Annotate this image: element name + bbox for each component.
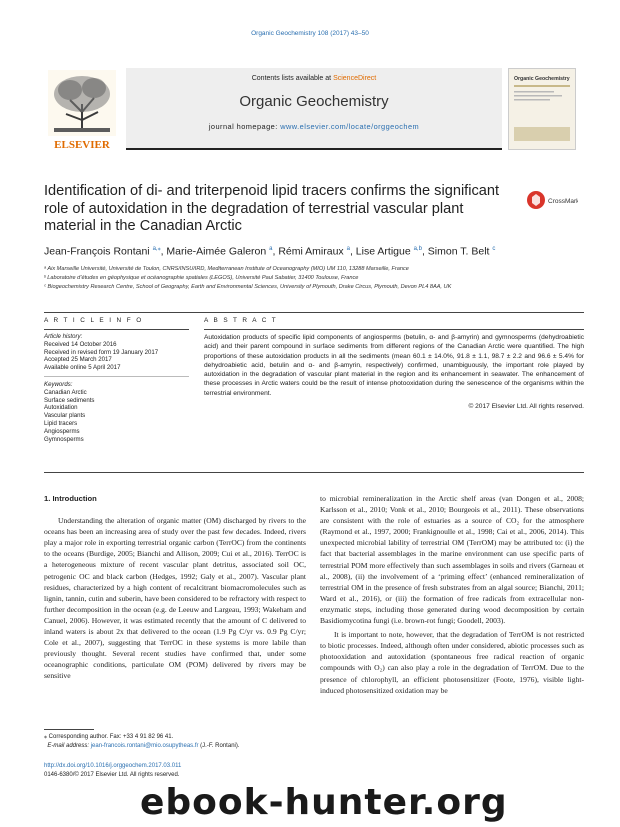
journal-title: Organic Geochemistry bbox=[239, 93, 389, 110]
body-paragraph: to microbial remineralization in the Arctic shelf areas (van Dongen et al., 2008; Karlsson et al., 2010; Vonk et al., 2010; Bourgeois et al., 2011). These observations are consistent with the role of estuaries as a source of CO₂ for the atmosphere (Raymond et al., 1997, 2000; Frankignoulle et al., 1998; Cai et al., 2006, 2014). This unexpected microbial lability of terrestrial OM (TerrOM) may be attributed to: (i) the fact that bacterial assemblages in the marine environment can use specific parts of terrestrial POM more effectively than such assemblages in soils and rivers (Garneau et al., 2008), (ii) the involvement of a ‘priming effect’ (enhanced remineralization of terrestrial OM in the presence of fresh substrates from an algal source; Bianchi, 2011; Ward et al., 2016), or (iii) the formation of free radicals from extracellular non-enzymatic steps, including those generated during wood decomposition by certain Basidiomycotina fungi (i.e. brown-rot fungi; Goodell, 2003). bbox=[320, 494, 584, 626]
article-info-panel bbox=[44, 333, 189, 443]
journal-homepage: journal homepage: www.elsevier.com/locate/orggeochem bbox=[208, 122, 420, 131]
email-link[interactable]: jean-francois.rontani@mio.osupytheas.fr bbox=[90, 742, 199, 749]
body-paragraph: It is important to note, however, that the degradation of TerrOM is not restricted to biotic processes. Indeed, although often under considered, abiotic processes such as photooxidation and autoxidation (spontaneous free radical reaction of organic compounds with O₂) can also play a role in the degradation of TerrOM. Due to the presence of chlorophyll, an efficient photosensitizer (Foote, 1976), visible light-induced photosensitized oxidation may be bbox=[320, 630, 584, 695]
crossmark-badge[interactable] bbox=[526, 188, 578, 212]
body-column-left bbox=[44, 493, 306, 682]
divider bbox=[44, 376, 189, 377]
author-affiliation-mark[interactable]: a bbox=[269, 246, 273, 252]
keywords-label: Keywords: bbox=[44, 380, 73, 388]
sciencedirect-link[interactable]: ScienceDirect bbox=[333, 75, 377, 82]
journal-banner bbox=[126, 68, 502, 150]
affiliation-line: ᵃ Aix Marseille Université, Université de Toulon, CNRS/INSU/IRD, Mediterranean Institute of Oceanography (MIO) UM 110, 13288 Marseille, France bbox=[44, 266, 409, 272]
homepage-link[interactable]: www.elsevier.com/locate/orggeochem bbox=[280, 122, 420, 131]
keyword[interactable]: Angiosperms bbox=[44, 427, 80, 435]
journal-header bbox=[44, 68, 576, 158]
author-name[interactable]: Simon T. Belt bbox=[427, 245, 490, 258]
affiliation-line: ᶜ Biogeochemistry Research Centre, School of Geography, Earth and Environmental Sciences, University of Plymouth, Drake Circus, Plymouth, Devon PL4 8AA, UK bbox=[44, 284, 452, 290]
author-affiliation-mark[interactable]: c bbox=[492, 246, 496, 252]
history-item: Accepted 25 March 2017 bbox=[44, 356, 112, 364]
history-item: Received 14 October 2016 bbox=[44, 340, 117, 348]
section-heading: 1. Introduction bbox=[44, 494, 97, 503]
author-affiliation-mark[interactable]: a,⁎ bbox=[152, 246, 161, 252]
contents-line: Contents lists available at ScienceDirect bbox=[251, 75, 377, 82]
keyword[interactable]: Canadian Arctic bbox=[44, 388, 87, 396]
email-line: E-mail address: jean-francois.rontani@mio.osupytheas.fr (J.-F. Rontani). bbox=[47, 742, 240, 749]
divider bbox=[44, 472, 584, 473]
abstract-copyright: © 2017 Elsevier Ltd. All rights reserved. bbox=[468, 402, 584, 410]
abstract-panel bbox=[204, 333, 584, 411]
keyword[interactable]: Vascular plants bbox=[44, 412, 86, 420]
keyword[interactable]: Autoxidation bbox=[44, 404, 78, 412]
footnote bbox=[44, 733, 306, 750]
author-name[interactable]: Marie-Aimée Galeron bbox=[166, 245, 267, 258]
affiliations bbox=[44, 265, 584, 292]
author-affiliation-mark[interactable]: a,b bbox=[413, 246, 422, 252]
article-info-heading: A R T I C L E I N F O bbox=[44, 317, 144, 324]
cover-title: Organic Geochemistry bbox=[514, 76, 570, 82]
watermark-text: ebook-hunter.org bbox=[140, 782, 508, 823]
corresponding-author-note: ⁎ Corresponding author. Fax: +33 4 91 82 96 41. bbox=[44, 734, 174, 740]
history-item: Received in revised form 19 January 2017 bbox=[44, 348, 159, 356]
keyword[interactable]: Gymnosperms bbox=[44, 435, 84, 443]
author-name[interactable]: Jean-François Rontani bbox=[44, 245, 150, 258]
body-column-right bbox=[320, 493, 584, 696]
history-item: Available online 5 April 2017 bbox=[44, 364, 121, 372]
elsevier-logo[interactable] bbox=[44, 68, 120, 154]
footnote-divider bbox=[44, 729, 94, 730]
crossmark-label: CrossMark bbox=[548, 198, 578, 205]
author-affiliation-mark[interactable]: a bbox=[346, 246, 350, 252]
divider bbox=[44, 312, 584, 313]
abstract-heading: A B S T R A C T bbox=[204, 317, 278, 324]
keyword[interactable]: Surface sediments bbox=[44, 396, 95, 404]
journal-citation[interactable]: Organic Geochemistry 108 (2017) 43–50 bbox=[251, 30, 369, 37]
keyword[interactable]: Lipid tracers bbox=[44, 419, 78, 427]
affiliation-line: ᵇ Laboratoire d’études en géophysique et océanographie spatiales (LEGOS), Université Paul Sabatier, 31400 Toulouse, France bbox=[44, 275, 359, 281]
article-title: Identification of di- and triterpenoid lipid tracers confirms the significant role of autoxidation in the degradation of terrestrial vascular plant material in the Canadian Arctic bbox=[44, 183, 500, 234]
history-label: Article history: bbox=[44, 333, 83, 340]
body-paragraph: Understanding the alteration of organic matter (OM) discharged by rivers to the oceans has been an increasing area of study over the past few decades. Indeed, rivers play a major role in exporting terrestrial organic carbon (TerrOC) from the continents to the oceans (Burdige, 2005; Bianchi and Allison, 2009; Cui et al., 2016). TerrOC is a heterogeneous mixture of recent vascular plant detritus, associated soil OC, petrogenic OC and black carbon (Hedges, 1992; Galy et al., 2007). Vascular plant residues, characterized by a high content of recalcitrant biomacromolecules such as lignin, tannin, cutin and suberin, have been considered to be refractory with respect to further decomposition in the ocean (e.g. de Leeuw and Largeau, 1993; Wakeham and Canuel, 2006). However, it was estimated recently that the amount of C delivered to inland waters is about 2x that delivered to the ocean (1.9 Pg C/yr vs. 0.9 Pg C/yr; Cole et al., 2007), suggesting that TerrOC in these systems is more labile than previously thought. Several recent studies have confirmed that, under some oceanographic conditions, particulate OM (POM) delivered by rivers may be sensitive bbox=[44, 516, 306, 681]
journal-cover-thumbnail[interactable] bbox=[508, 68, 576, 150]
issn-line: 0146-6380/© 2017 Elsevier Ltd. All rights reserved. bbox=[44, 771, 180, 778]
divider bbox=[204, 329, 584, 330]
divider bbox=[44, 329, 189, 330]
author-name[interactable]: Lise Artigue bbox=[355, 245, 411, 258]
doi-link[interactable]: http://dx.doi.org/10.1016/j.orggeochem.2017.03.011 bbox=[44, 763, 182, 769]
author-name[interactable]: Rémi Amiraux bbox=[278, 245, 344, 258]
abstract-text: Autoxidation products of specific lipid components of angiosperms (betulin, α- and β-amyrin) and gymnosperms (dehydroabietic acid) and their parent compound in surface sediments from different regions of the Canadian Arctic were quantified. The high proportions of these autoxidation products in all the sediments (mean 60.1 ± 14.0%, 91.8 ± 1.1, 98.7 ± 2.2 and 96.6 ± 5.4% for dehydroabietic acid, betulin and α- and β-amyrin, respectively) confirmed, unambiguously, the important role played by autoxidation in the degradation of vascular plant material in the region and its enhancement in seawater. The enhancement of these processes in Arctic waters could be the result of intense photooxidation during the senescence of the organisms within the terrestrial environment. bbox=[204, 334, 584, 397]
doi-block bbox=[44, 762, 306, 779]
elsevier-wordmark: ELSEVIER bbox=[54, 139, 110, 151]
author-list: Jean-François Rontani $^{a,⁎}$, Marie-Aimée Galeron $^a$, Rémi Amiraux $^a$, Lise Artigue $^{a,b}$, Simon T. Belt $^c$ bbox=[44, 245, 496, 258]
